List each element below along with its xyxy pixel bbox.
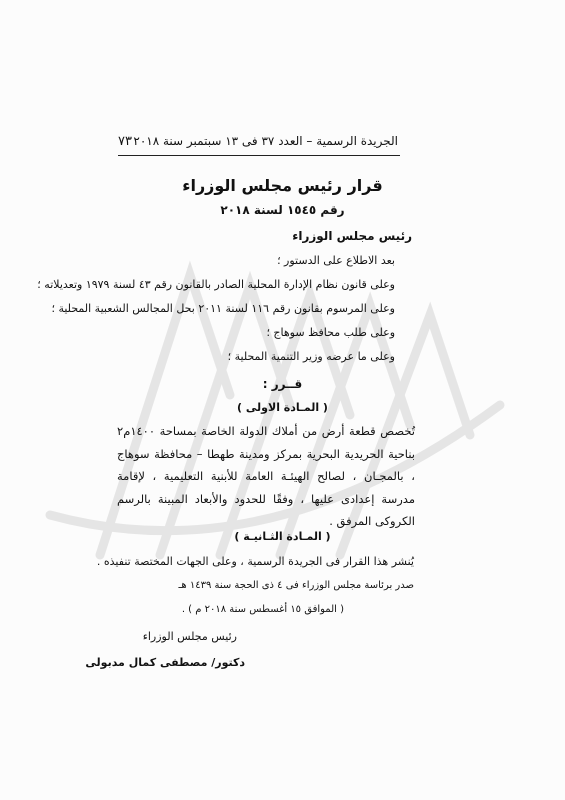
preamble-line: وعلى طلب محافظ سوهاج ؛ (266, 326, 395, 339)
page-number: ٧٣ (118, 134, 132, 149)
signature-role: رئيس مجلس الوزراء (142, 630, 237, 643)
decree-title: قرار رئيس مجلس الوزراء (182, 176, 383, 195)
page-header (118, 134, 398, 156)
decree-number: رقم ١٥٤٥ لسنة ٢٠١٨ (220, 203, 345, 217)
gazette-header-title: الجريدة الرسمية – العدد ٣٧ فى ١٣ سبتمبر سنة ٢٠١٨ (133, 134, 398, 148)
header-rule (118, 155, 400, 156)
article-2-text: يُنشر هذا القرار فى الجريدة الرسمية ، وعلى الجهات المختصة تنفيذه . (96, 555, 414, 568)
preamble-line: وعلى المرسوم بقانون رقم ١١٦ لسنة ٢٠١١ بحل المجالس الشعبية المحلية ؛ (51, 302, 395, 315)
article-2-heading: ( المـادة الثـانيـة ) (234, 530, 331, 543)
issued-date-hijri: صدر برئاسة مجلس الوزراء فى ٤ ذى الحجة سنة ١٤٣٩ هـ (178, 580, 414, 591)
article-1-heading: ( المـادة الاولى ) (237, 401, 328, 414)
article-1-text: تُخصص قطعة أرض من أملاك الدولة الخاصة بمساحة ١٤٠٠م٢ بناحية الحريدية البحرية بمركز ومدينة طهطا – محافظة سوهاج ، بالمجـان ، لصالح الهيئـة العامة للأبنية التعليمية ، لإقامة مدرسة إعدادى عليها ، وفقًا للحدود والأبعاد المبينة بالرسم الكروكى المرفق . (117, 424, 415, 528)
signature-name: دكتور/ مصطفى كمال مدبولى (85, 656, 245, 669)
preamble-line: بعد الاطلاع على الدستور ؛ (277, 254, 395, 267)
issued-date-gregorian: ( الموافق ١٥ أغسطس سنة ٢٠١٨ م ) . (181, 604, 344, 615)
preamble-line: وعلى ما عرضه وزير التنمية المحلية ؛ (227, 350, 395, 363)
decided-heading: قــرر : (262, 377, 303, 391)
issuer-heading: رئيس مجلس الوزراء (292, 229, 412, 243)
preamble-line: وعلى قانون نظام الإدارة المحلية الصادر بالقانون رقم ٤٣ لسنة ١٩٧٩ وتعديلاته ؛ (37, 278, 395, 291)
